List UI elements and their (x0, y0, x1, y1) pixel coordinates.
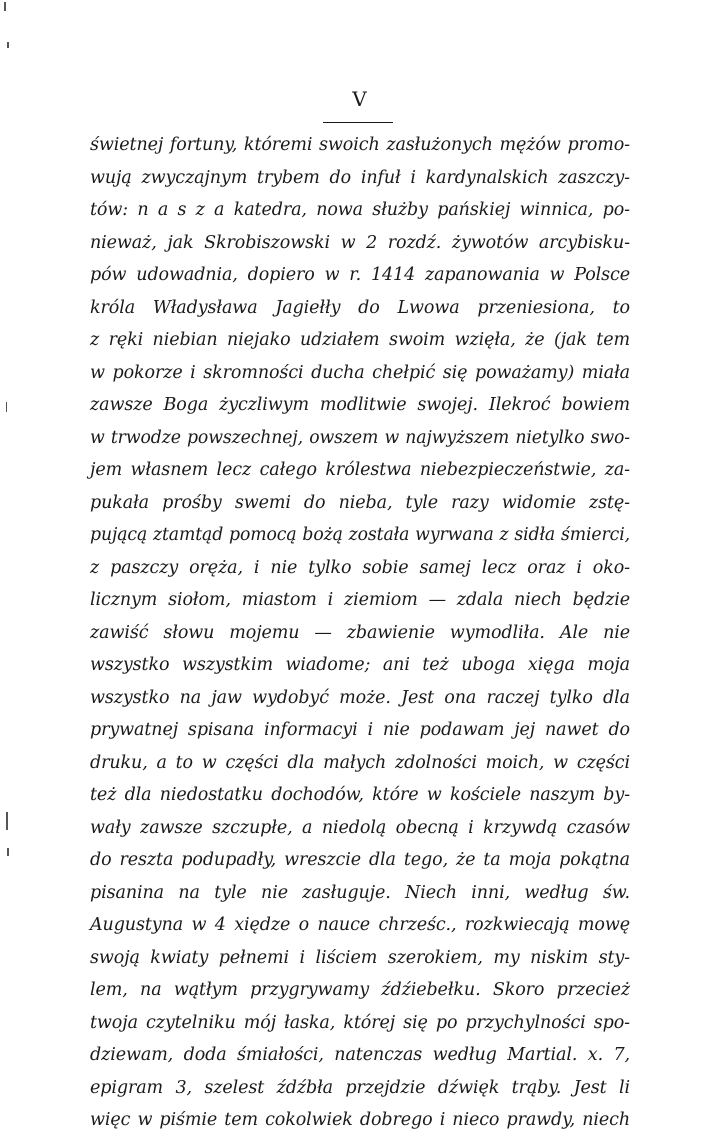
text-line: zawsze Boga życzliwym modlitwie swojej. Ilekroć bowiem (90, 395, 630, 415)
text-line: zawiść słowu mojemu — zbawienie wymodliła. Ale nie (90, 622, 630, 643)
text-line: z ręki niebian niejako udziałem swoim wzięła, że (jak tem (90, 330, 630, 350)
text-line: wszystko na jaw wydobyć może. Jest ona raczej tylko dla (90, 687, 630, 708)
margin-speck (6, 812, 8, 830)
text-line: do reszta podupadły, wreszcie dla tego, że ta moja pokątna (90, 850, 630, 870)
text-line: wszystko wszystkim wiadome; ani też uboga xięga moja (90, 655, 630, 675)
text-line: prywatnej spisana informacyi i nie podawam jej nawet do (90, 720, 630, 740)
margin-speck (6, 402, 7, 412)
text-line: pukała prośby swemi do nieba, tyle razy widomie zstę- (90, 492, 630, 513)
body-text (90, 129, 630, 1137)
text-line: wują zwyczajnym trybem do infuł i kardynalskich zaszczy- (90, 167, 630, 188)
text-line: w pokorze i skromności ducha chełpić się poważamy) miała (90, 362, 630, 383)
text-line: tów: n a s z a katedra, nowa służby pańskiej winnica, po- (90, 200, 630, 220)
text-line: świetnej fortuny, któremi swoich zasłużonych mężów promo- (90, 135, 630, 155)
text-line: Augustyna w 4 xiędze o nauce chrześc., rozkwiecają mowę (90, 915, 630, 935)
text-line: licznym siołom, miastom i ziemiom — zdala niech będzie (90, 590, 630, 610)
text-line: pisanina na tyle nie zasługuje. Niech inni, według św. (90, 882, 630, 903)
text-line: króla Władysława Jagiełły do Lwowa przeniesiona, to (90, 297, 630, 318)
text-line: z paszczy oręża, i nie tylko sobie samej lecz oraz i oko- (90, 557, 630, 578)
text-line: lem, na wątłym przygrywamy źdźiebełku. Skoro przecież (90, 980, 630, 1000)
text-line: też dla niedostatku dochodów, które w kościele naszym by- (90, 785, 630, 805)
text-line: jem własnem lecz całego królestwa niebezpieczeństwie, za- (90, 460, 630, 480)
header-rule (323, 122, 393, 123)
text-line: nieważ, jak Skrobiszowski w 2 rozdź. żywotów arcybisku- (90, 232, 630, 253)
text-line: więc w piśmie tem cokolwiek dobrego i nieco prawdy, niech (90, 1110, 630, 1130)
text-line: druku, a to w części dla małych zdolności moich, w części (90, 752, 630, 773)
text-line: dziewam, doda śmiałości, natenczas według Martial. x. 7, (90, 1045, 630, 1065)
margin-speck (7, 42, 9, 48)
text-line: w trwodze powszechnej, owszem w najwyższem nietylko swo- (90, 427, 630, 448)
text-line: epigram 3, szelest źdźbła przejdzie dźwięk trąby. Jest li (90, 1077, 630, 1098)
margin-speck-top (4, 2, 6, 11)
text-line: pów udowadnia, dopiero w r. 1414 zapanowania w Polsce (90, 265, 630, 285)
text-line: swoją kwiaty pełnemi i liściem szerokiem, my niskim sty- (90, 947, 630, 968)
text-line: twoja czytelniku mój łaska, której się po przychylności spo- (90, 1012, 630, 1033)
margin-speck (7, 848, 9, 856)
text-line: wały zawsze szczupłe, a niedolą obecną i krzywdą czasów (90, 817, 630, 838)
text-line: pującą ztamtąd pomocą bożą została wyrwana z sidła śmierci, (90, 525, 630, 545)
page-number: V (352, 87, 368, 111)
